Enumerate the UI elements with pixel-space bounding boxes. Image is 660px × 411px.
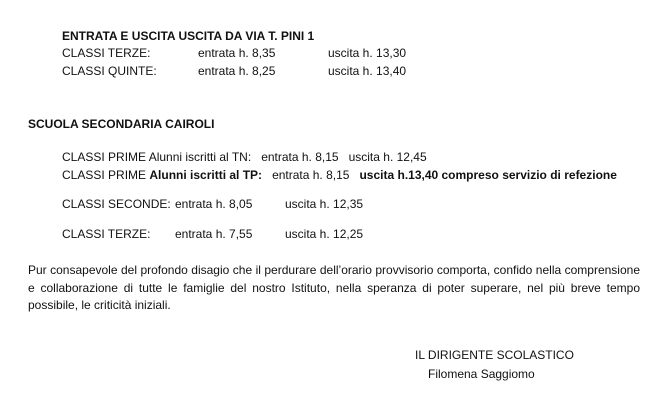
section1-row-quinte-label: CLASSI QUINTE: — [62, 64, 157, 78]
section1-heading: ENTRATA E USCITA USCITA DA VIA T. PINI 1 — [62, 29, 315, 43]
section1-row-terze-label: CLASSI TERZE: — [62, 46, 151, 60]
section2-heading: SCUOLA SECONDARIA CAIROLI — [28, 117, 215, 131]
row-prime-tp — [62, 168, 617, 182]
prime-tp-label-bold: Alunni iscritti al TP: — [149, 168, 263, 182]
closing-paragraph: Pur consapevole del profondo disagio che il perdurare dell’orario provvisorio comporta, confido nella comprensione e collaborazione di tutte le famiglie del nostro Istituto, nella speranza di poter superare, nel più breve tempo possibile, le criticità iniziali. — [28, 263, 640, 312]
prime-tp-label: CLASSI PRIME — [62, 168, 150, 182]
prime-tp-uscita: uscita h.13,40 compreso servizio di refezione — [359, 168, 617, 182]
signature-title: IL DIRIGENTE SCOLASTICO — [415, 348, 574, 362]
terze-entrata: entrata h. 7,55 — [175, 227, 253, 241]
section1-row-quinte-entrata: entrata h. 8,25 — [198, 64, 276, 78]
row-prime-tn — [62, 150, 427, 164]
prime-tn-entrata: entrata h. 8,15 — [261, 150, 339, 164]
section1-row-terze-uscita: uscita h. 13,30 — [328, 46, 407, 60]
seconde-label: CLASSI SECONDE: — [62, 197, 171, 211]
prime-tn-label: CLASSI PRIME Alunni iscritti al TN: — [62, 150, 252, 164]
section1-row-quinte-uscita: uscita h. 13,40 — [328, 64, 407, 78]
seconde-entrata: entrata h. 8,05 — [175, 197, 253, 211]
seconde-uscita: uscita h. 12,35 — [285, 197, 364, 211]
signature-name: Filomena Saggiomo — [428, 367, 535, 381]
terze-uscita: uscita h. 12,25 — [285, 227, 364, 241]
section1-row-terze-entrata: entrata h. 8,35 — [198, 46, 276, 60]
terze-label: CLASSI TERZE: — [62, 227, 151, 241]
prime-tn-uscita: uscita h. 12,45 — [348, 150, 427, 164]
prime-tp-entrata: entrata h. 8,15 — [272, 168, 350, 182]
